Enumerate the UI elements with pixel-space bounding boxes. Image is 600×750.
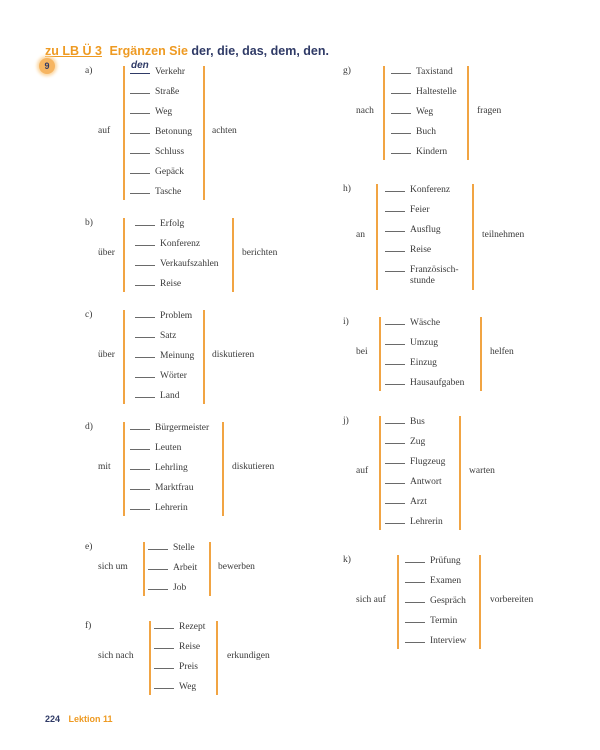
right-bracket-line (203, 66, 205, 200)
noun-word: Wörter (160, 371, 187, 381)
noun-item (148, 540, 195, 554)
noun-item (130, 104, 172, 118)
article-blank[interactable] (385, 474, 405, 484)
article-blank[interactable] (385, 202, 405, 212)
article-blank[interactable] (130, 500, 150, 510)
noun-item (385, 222, 441, 236)
article-blank[interactable] (391, 124, 411, 134)
right-bracket-line (209, 542, 211, 596)
noun-item (391, 104, 433, 118)
article-blank[interactable] (385, 514, 405, 524)
verb-label: bewerben (218, 562, 255, 572)
noun-item (135, 276, 181, 290)
article-blank[interactable] (135, 236, 155, 246)
left-bracket-line (123, 218, 125, 292)
noun-item (135, 348, 194, 362)
noun-word: Schluss (155, 147, 185, 157)
verb-label: teilnehmen (482, 230, 525, 240)
noun-word: Lehrerin (155, 503, 188, 513)
verb-label: vorbereiten (490, 595, 534, 605)
noun-item (154, 659, 198, 673)
noun-word: Ausflug (410, 225, 441, 235)
noun-item (135, 216, 184, 230)
article-blank[interactable] (391, 144, 411, 154)
noun-item (130, 144, 184, 158)
article-blank[interactable] (135, 256, 155, 266)
noun-word: Examen (430, 576, 462, 586)
article-blank[interactable] (405, 573, 425, 583)
exercise-j (343, 416, 593, 540)
noun-word: Termin (430, 616, 458, 626)
page-number: 224 (45, 714, 61, 724)
article-blank[interactable] (130, 124, 150, 134)
noun-item (385, 414, 425, 428)
noun-word: Zug (410, 437, 426, 447)
noun-word: Preis (179, 662, 198, 672)
preposition-label: auf (356, 466, 369, 476)
textbook-reference: zu LB Ü 3 (45, 44, 102, 58)
left-bracket-line (397, 555, 399, 649)
noun-item (154, 679, 196, 693)
article-blank[interactable] (405, 553, 425, 563)
noun-word: Interview (430, 636, 467, 646)
exercise-letter: d) (85, 422, 93, 432)
noun-word: Marktfrau (155, 483, 194, 493)
exercise-b (85, 218, 335, 302)
article-blank[interactable] (130, 440, 150, 450)
noun-item (130, 480, 194, 494)
noun-word: Konferenz (410, 185, 451, 195)
noun-item (130, 460, 188, 474)
noun-word: Flugzeug (410, 457, 446, 467)
noun-item (385, 474, 442, 488)
noun-item (391, 84, 457, 98)
article-blank[interactable] (130, 420, 150, 430)
exercise-c (85, 310, 335, 414)
verb-label: berichten (242, 248, 278, 258)
noun-word: Haltestelle (416, 87, 457, 97)
article-blank[interactable] (148, 540, 168, 550)
page-footer (45, 714, 113, 724)
noun-word: Wäsche (410, 318, 441, 328)
noun-item (385, 202, 430, 216)
article-list: der, die, das, dem, den. (191, 44, 329, 58)
article-blank[interactable] (405, 593, 425, 603)
verb-label: achten (212, 126, 237, 136)
article-blank[interactable] (385, 434, 405, 444)
noun-word: Hausaufgaben (410, 378, 465, 388)
article-blank[interactable] (385, 355, 405, 365)
noun-word: Satz (160, 331, 177, 341)
left-bracket-line (376, 184, 378, 290)
article-blank[interactable] (385, 262, 405, 272)
noun-item (405, 573, 461, 587)
verb-label: warten (469, 466, 495, 476)
noun-word: Leuten (155, 443, 182, 453)
left-bracket-line (379, 317, 381, 391)
right-bracket-line (480, 317, 482, 391)
article-blank[interactable] (391, 104, 411, 114)
noun-word: Tasche (155, 187, 182, 197)
article-blank[interactable] (135, 328, 155, 338)
exercise-letter: a) (85, 66, 93, 76)
left-bracket-line (149, 621, 151, 695)
right-bracket-line (216, 621, 218, 695)
noun-word: Straße (155, 87, 180, 97)
preposition-label: mit (98, 462, 111, 472)
article-blank[interactable] (154, 619, 174, 629)
noun-word: Kindern (416, 147, 448, 157)
article-blank[interactable] (385, 182, 405, 192)
article-blank[interactable] (385, 242, 405, 252)
article-blank[interactable] (135, 388, 155, 398)
noun-word: Bürgermeister (155, 423, 210, 433)
noun-item (130, 60, 186, 78)
noun-item (130, 440, 181, 454)
noun-item (385, 335, 438, 349)
article-blank[interactable] (135, 348, 155, 358)
noun-item (130, 420, 209, 434)
noun-word: Meinung (160, 351, 195, 361)
right-bracket-line (472, 184, 474, 290)
left-bracket-line (123, 66, 125, 200)
noun-word: Reise (410, 245, 432, 255)
left-bracket-line (383, 66, 385, 160)
noun-item (130, 84, 179, 98)
exercise-g (343, 66, 593, 170)
article-blank[interactable] (130, 84, 150, 94)
noun-item (135, 308, 192, 322)
filled-answer: den (131, 60, 149, 71)
noun-word: Verkehr (155, 67, 186, 77)
noun-item (385, 514, 443, 528)
right-bracket-line (459, 416, 461, 530)
noun-item (130, 184, 181, 198)
noun-word: Rezept (179, 622, 206, 632)
preposition-label: nach (356, 106, 374, 116)
noun-item (135, 256, 219, 270)
noun-item (391, 64, 453, 78)
noun-item (385, 375, 464, 389)
noun-word: Gespräch (430, 596, 466, 606)
exercise-letter: k) (343, 555, 351, 565)
preposition-label: an (356, 230, 365, 240)
noun-word: Buch (416, 127, 437, 137)
right-bracket-line (203, 310, 205, 404)
exercise-i (343, 317, 593, 401)
verb-label: erkundigen (227, 651, 270, 661)
left-bracket-line (123, 310, 125, 404)
article-blank[interactable] (405, 633, 425, 643)
noun-word: Verkaufszahlen (160, 259, 219, 269)
noun-word: Erfolg (160, 219, 185, 229)
article-blank[interactable] (135, 368, 155, 378)
noun-word: Konferenz (160, 239, 201, 249)
article-blank[interactable] (385, 315, 405, 325)
right-bracket-line (467, 66, 469, 160)
preposition-label: über (98, 248, 115, 258)
article-blank[interactable] (148, 560, 168, 570)
exercise-letter: g) (343, 66, 351, 76)
right-bracket-line (222, 422, 224, 516)
noun-item (154, 639, 200, 653)
exercise-header (45, 44, 329, 58)
noun-item (135, 388, 180, 402)
noun-word: Land (160, 391, 180, 401)
article-blank[interactable] (130, 480, 150, 490)
lesson-label: Lektion 11 (68, 714, 113, 724)
left-bracket-line (379, 416, 381, 530)
left-bracket-line (143, 542, 145, 596)
exercise-number-badge: 9 (39, 58, 55, 74)
noun-word: Gepäck (155, 167, 185, 177)
noun-item (405, 633, 466, 647)
noun-item (405, 593, 466, 607)
noun-item (135, 328, 176, 342)
noun-word: Weg (179, 682, 197, 692)
noun-word: Prüfung (430, 556, 461, 566)
noun-item (385, 434, 425, 448)
exercise-f (85, 621, 335, 705)
article-blank[interactable] (154, 679, 174, 689)
noun-word: Umzug (410, 338, 438, 348)
article-blank[interactable] (154, 659, 174, 669)
noun-item (385, 355, 437, 369)
exercise-letter: j) (343, 416, 349, 426)
noun-word: Reise (179, 642, 201, 652)
article-blank[interactable] (130, 144, 150, 154)
noun-word: Arzt (410, 497, 427, 507)
article-blank[interactable] (385, 414, 405, 424)
noun-item (391, 144, 447, 158)
article-blank[interactable] (135, 308, 155, 318)
article-blank[interactable] (405, 613, 425, 623)
left-bracket-line (123, 422, 125, 516)
exercise-letter: h) (343, 184, 351, 194)
noun-word: Bus (410, 417, 425, 427)
exercise-letter: i) (343, 317, 349, 327)
article-blank[interactable] (385, 494, 405, 504)
noun-word: Einzug (410, 358, 437, 368)
noun-word: Lehrerin (410, 517, 443, 527)
article-blank[interactable] (391, 84, 411, 94)
exercise-letter: e) (85, 542, 93, 552)
article-blank[interactable] (130, 460, 150, 470)
verb-label: fragen (477, 106, 502, 116)
article-blank[interactable] (135, 216, 155, 226)
preposition-label: bei (356, 347, 368, 357)
preposition-label: über (98, 350, 115, 360)
article-blank[interactable] (385, 375, 405, 385)
article-blank[interactable] (130, 104, 150, 114)
right-bracket-line (232, 218, 234, 292)
noun-item (135, 368, 187, 382)
noun-item (130, 124, 192, 138)
noun-item (135, 236, 200, 250)
noun-item (385, 182, 450, 196)
noun-item (385, 315, 440, 329)
verb-label: diskutieren (232, 462, 275, 472)
article-blank[interactable] (135, 276, 155, 286)
right-bracket-line (479, 555, 481, 649)
article-blank[interactable] (148, 580, 168, 590)
noun-item (385, 454, 445, 468)
noun-item (385, 494, 427, 508)
verb-label: helfen (490, 347, 514, 357)
exercise-letter: b) (85, 218, 93, 228)
exercise-letter: f) (85, 621, 92, 631)
noun-word: Antwort (410, 477, 442, 487)
verb-label: diskutieren (212, 350, 255, 360)
noun-item (130, 500, 188, 514)
noun-word: Lehrling (155, 463, 188, 473)
noun-word: Problem (160, 311, 193, 321)
noun-item (405, 613, 457, 627)
noun-item (391, 124, 436, 138)
exercise-a (85, 60, 335, 210)
article-blank[interactable] (385, 454, 405, 464)
noun-item (148, 580, 186, 594)
instruction-text: Ergänzen Sie (109, 44, 188, 58)
preposition-label: auf (98, 126, 111, 136)
article-blank[interactable] (385, 335, 405, 345)
noun-item (148, 560, 197, 574)
noun-word-continuation: stunde (410, 276, 435, 286)
noun-word: Reise (160, 279, 182, 289)
exercise-e (85, 542, 335, 606)
noun-word: Stelle (173, 543, 195, 553)
noun-word: Weg (155, 107, 173, 117)
exercise-d (85, 422, 335, 526)
noun-word: Feier (410, 205, 430, 215)
article-blank[interactable] (391, 64, 411, 74)
article-blank[interactable] (130, 60, 150, 74)
preposition-label: sich nach (98, 651, 134, 661)
article-blank[interactable] (154, 639, 174, 649)
article-blank[interactable] (385, 222, 405, 232)
article-blank[interactable] (130, 184, 150, 194)
noun-word: Betonung (155, 127, 192, 137)
noun-word: Französisch- (410, 265, 459, 275)
noun-item (385, 242, 431, 256)
noun-item (154, 619, 205, 633)
exercise-letter: c) (85, 310, 93, 320)
exercise-h (343, 184, 593, 300)
article-blank[interactable] (130, 164, 150, 174)
noun-word: Taxistand (416, 67, 453, 77)
exercise-k (343, 555, 593, 659)
noun-word: Weg (416, 107, 434, 117)
noun-word: Job (173, 583, 187, 593)
preposition-label: sich um (98, 562, 128, 572)
noun-word: Arbeit (173, 563, 198, 573)
preposition-label: sich auf (356, 595, 386, 605)
noun-item (405, 553, 461, 567)
noun-item (130, 164, 184, 178)
